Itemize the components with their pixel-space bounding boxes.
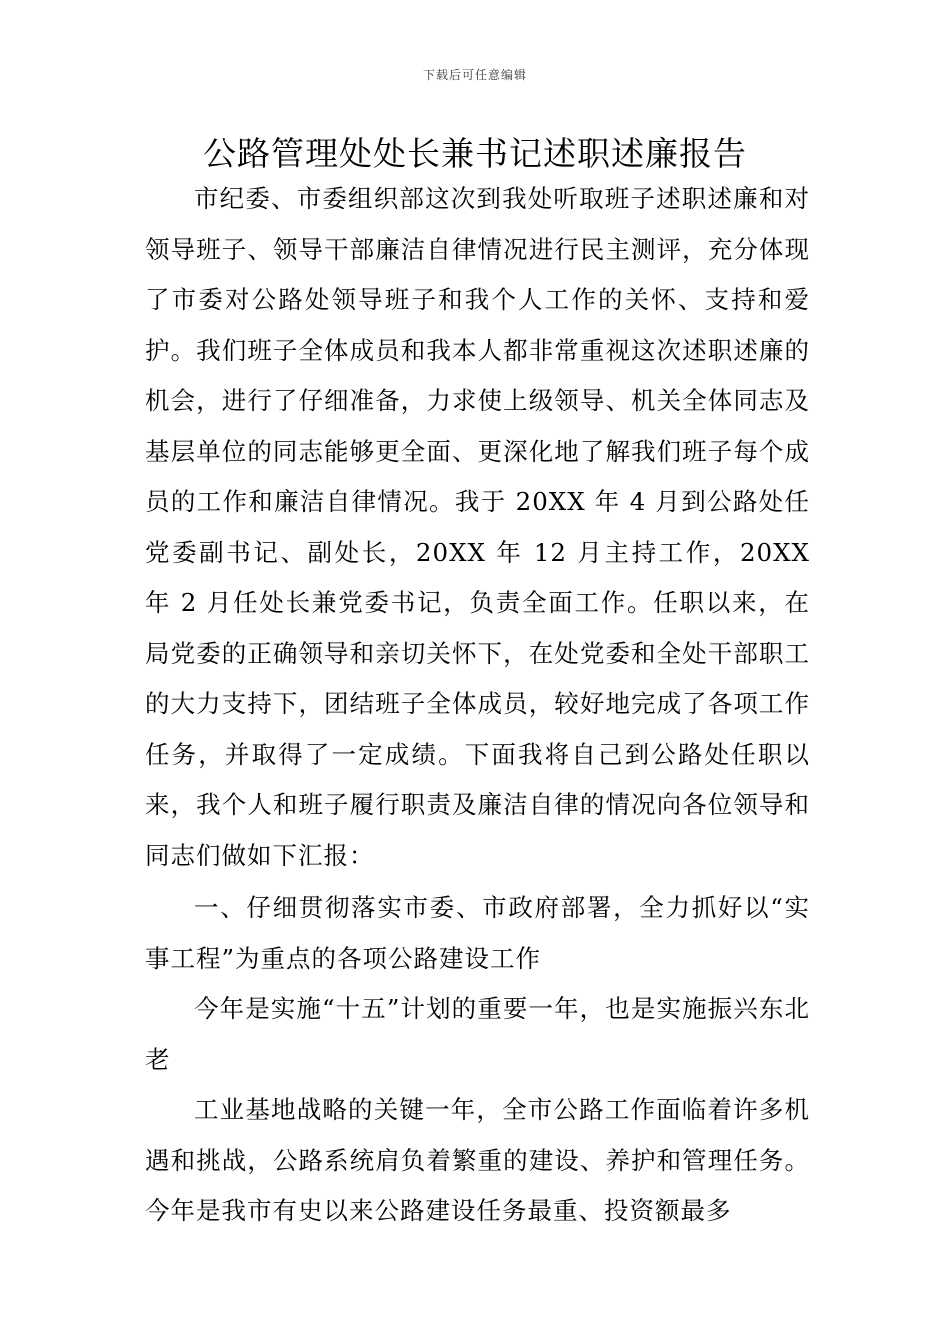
body-paragraph-3: 工业基地战略的关键一年，全市公路工作面临着许多机遇和挑战，公路系统肩负着繁重的建设、养护和管理任务。今年是我市有史以来公路建设任务最重、投资额最多 — [145, 1095, 810, 1225]
section-heading-1: 一、仔细贯彻落实市委、市政府部署，全力抓好以“实事工程”为重点的各项公路建设工作 — [145, 893, 810, 973]
document-body — [145, 174, 810, 1237]
body-paragraph-2: 今年是实施“十五”计划的重要一年，也是实施振兴东北老 — [145, 994, 810, 1074]
header-note: 下载后可任意编辑 — [422, 68, 527, 82]
body-paragraph-intro: 市纪委、市委组织部这次到我处听取班子述职述廉和对领导班子、领导干部廉洁自律情况进行民主测评，充分体现了市委对公路处领导班子和我个人工作的关怀、支持和爱护。我们班子全体成员和我本人都非常重视这次述职述廉的机会，进行了仔细准备，力求使上级领导、机关全体同志及基层单位的同志能够更全面、更深化地了解我们班子每个成员的工作和廉洁自律情况。我于 20XX 年 4 月到公路处任党委副书记、副处长，20XX 年 12 月主持工作，20XX 年 2 月任处长兼党委书记，负责全面工作。任职以来，在局党委的正确领导和亲切关怀下，在处党委和全处干部职工的大力支持下，团结班子全体成员，较好地完成了各项工作任务，并取得了一定成绩。下面我将自己到公路处任职以来，我个人和班子履行职责及廉洁自律的情况向各位领导和同志们做如下汇报： — [145, 184, 810, 870]
document-title: 公路管理处处长兼书记述职述廉报告 — [203, 134, 747, 173]
